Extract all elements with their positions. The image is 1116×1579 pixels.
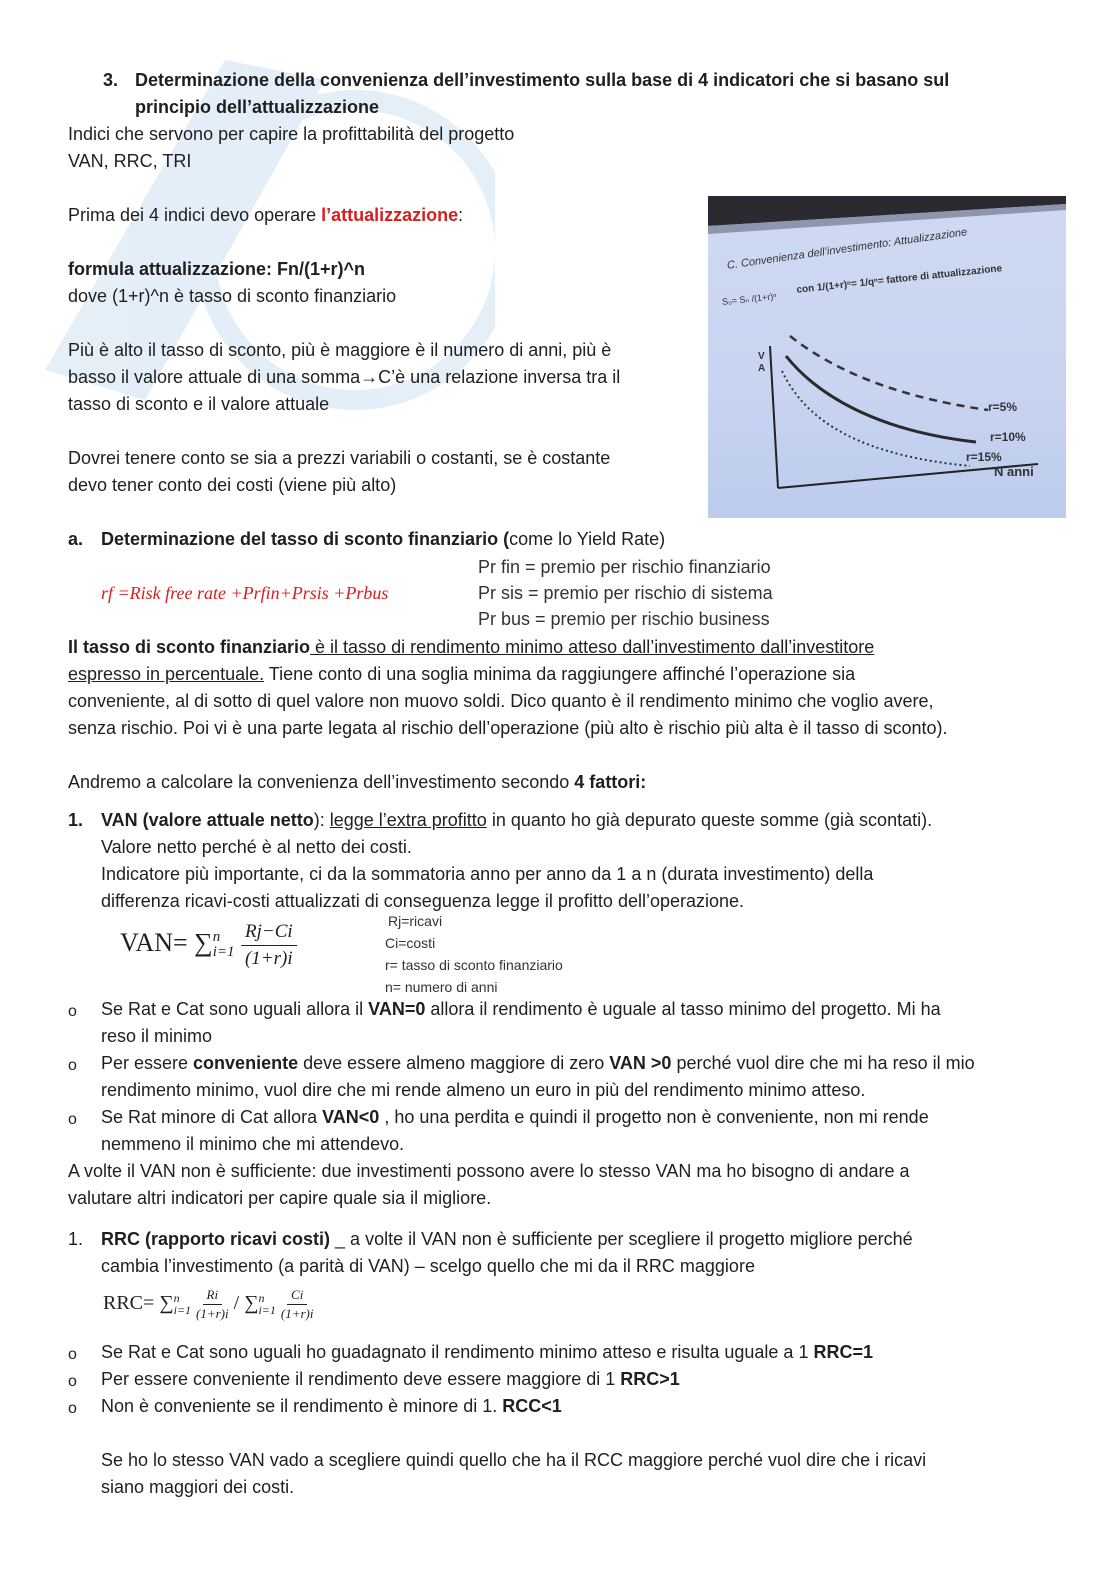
- rrc-bullet1: Se Rat e Cat sono uguali ho guadagnato il rendimento minimo atteso e risulta uguale a 1 RRC=1: [101, 1342, 873, 1362]
- section-3-title-line1: Determinazione della convenienza dell’investimento sulla base di 4 indicatori che si basano sul: [135, 70, 950, 90]
- van-after-line1: A volte il VAN non è sufficiente: due investimenti possono avere lo stesso VAN ma ho bisogno di andare a: [68, 1161, 910, 1181]
- van-line2: Valore netto perché è al netto dei costi.: [101, 837, 412, 857]
- slide-curve2-label: r=10%: [990, 430, 1026, 444]
- slide-x-label: N anni: [994, 464, 1034, 479]
- legend-pr-fin: Pr fin = premio per rischio finanziario: [478, 557, 771, 577]
- van-bullet1-line2: reso il minimo: [101, 1026, 213, 1046]
- section-3-number: 3.: [103, 70, 119, 90]
- van-legend-anni: n= numero di anni: [385, 979, 498, 995]
- slide-y-label: V A: [758, 351, 766, 374]
- van-line3: Indicatore più importante, ci da la sommatoria anno per anno da 1 a n (durata investimento) della: [101, 864, 874, 884]
- para2-line2: basso il valore attuale di una somma→C’è una relazione inversa tra il: [68, 367, 621, 387]
- bullet-marker: o: [68, 1346, 77, 1363]
- arrow-icon: →: [360, 367, 379, 387]
- bullet-marker: o: [68, 1111, 77, 1128]
- rrc-bullet2: Per essere conveniente il rendimento deve essere maggiore di 1 RRC>1: [101, 1369, 680, 1389]
- legend-pr-bus: Pr bus = premio per rischio business: [478, 609, 770, 629]
- rrc-bullet3: Non è conveniente se il rendimento è minore di 1. RCC<1: [101, 1396, 562, 1416]
- formula-label: formula attualizzazione: Fn/(1+r)^n: [68, 259, 366, 279]
- slide-formula-right: con 1/(1+r)ⁿ= 1/qⁿ= fattore di attualizzazione: [795, 263, 1003, 296]
- slide-curve1-label: r=5%: [988, 400, 1018, 414]
- bullet-marker: o: [68, 1057, 77, 1074]
- van-bullet2-line2: rendimento minimo, vuol dire che mi rende almeno un euro in più del rendimento minimo atteso.: [101, 1080, 866, 1100]
- para2-line1: Più è alto il tasso di sconto, più è maggiore è il numero di anni, più è: [68, 340, 612, 360]
- rf-formula: rf =Risk free rate +Prfin+Prsis +Prbus: [101, 583, 389, 603]
- van-formula: VAN= ∑ n i=1 $\frac{Rj-Ci}{(1+r)i}$: [120, 918, 297, 972]
- van-legend-ricavi: Rj=ricavi: [388, 913, 443, 929]
- legend-pr-sis: Pr sis = premio per rischio di sistema: [478, 583, 773, 603]
- slide-curve3-label: r=15%: [966, 450, 1002, 464]
- van-bullet3: Se Rat minore di Cat allora VAN<0 , ho una perdita e quindi il progetto non è conveniente, non mi rende: [101, 1107, 929, 1127]
- def-line4: senza rischio. Poi vi è una parte legata al rischio dell’operazione (più alto è rischio più alta è il tasso di sconto).: [68, 718, 948, 738]
- def-line1: Il tasso di sconto finanziario è il tasso di rendimento minimo atteso dall’investimento dall’investitore: [68, 637, 875, 657]
- def-line2: espresso in percentuale. Tiene conto di una soglia minima da raggiungere affinché l’operazione sia: [68, 664, 856, 684]
- van-legend-tasso: r= tasso di sconto finanziario: [385, 957, 563, 973]
- factors-intro: Andremo a calcolare la convenienza dell’investimento secondo 4 fattori:: [68, 772, 647, 792]
- van-after-line2: valutare altri indicatori per capire quale sia il migliore.: [68, 1188, 492, 1208]
- van-bullet3-line2: nemmeno il minimo che mi attendevo.: [101, 1134, 405, 1154]
- para3-line2: devo tener conto dei costi (viene più alto): [68, 475, 397, 495]
- rrc-formula: RRC= ∑ n i=1 $\frac{Ri}{(1+r)i}$ / ∑ n i=1 $\frac{Ci}{(1+r)i}$: [103, 1286, 314, 1321]
- intro-line2: VAN, RRC, TRI: [68, 151, 192, 171]
- intro-line3: Prima dei 4 indici devo operare l’attualizzazione:: [68, 205, 464, 225]
- formula-desc: dove (1+r)^n è tasso di sconto finanziario: [68, 286, 397, 306]
- bullet-marker: o: [68, 1373, 77, 1390]
- slide-title: C. Convenienza dell’investimento: Attualizzazione: [726, 226, 968, 272]
- rrc-final-line2: siano maggiori dei costi.: [101, 1477, 295, 1497]
- van-bullet2: Per essere conveniente deve essere almeno maggiore di zero VAN >0 perché vuol dire che mi ha reso il mio: [101, 1053, 975, 1073]
- van-bullet1: Se Rat e Cat sono uguali allora il VAN=0 allora il rendimento è uguale al tasso minimo del progetto. Mi ha: [101, 999, 941, 1019]
- section-3-title-line2: principio dell’attualizzazione: [135, 97, 380, 117]
- van-number: 1.: [68, 810, 84, 830]
- intro-line1: Indici che servono per capire la profittabilità del progetto: [68, 124, 515, 144]
- bullet-marker: o: [68, 1003, 77, 1020]
- van-line4: differenza ricavi-costi attualizzati di conseguenza legge il profitto dell’operazione.: [101, 891, 745, 911]
- section-a-title: Determinazione del tasso di sconto finanziario (come lo Yield Rate): [101, 529, 666, 549]
- slide-formula-left: S₀= Sₙ /(1+r)ⁿ: [721, 291, 777, 307]
- def-line3: conveniente, al di sotto di quel valore non muovo soldi. Dico quanto è il rendimento minimo che voglio avere,: [68, 691, 934, 711]
- rrc-final-line1: Se ho lo stesso VAN vado a scegliere quindi quello che ha il RCC maggiore perché vuol dire che i ricavi: [101, 1450, 927, 1470]
- rrc-number: 1.: [68, 1229, 84, 1249]
- bullet-marker: o: [68, 1400, 77, 1417]
- para3-line1: Dovrei tenere conto se sia a prezzi variabili o costanti, se è costante: [68, 448, 611, 468]
- rrc-title: RRC (rapporto ricavi costi) _ a volte il VAN non è sufficiente per scegliere il progetto migliore perché: [101, 1229, 913, 1249]
- para2-line3: tasso di sconto e il valore attuale: [68, 394, 330, 414]
- section-a-letter: a.: [68, 529, 84, 549]
- van-title: VAN (valore attuale netto): legge l’extra profitto in quanto ho già depurato queste somme (già scontati).: [101, 810, 933, 830]
- van-legend-costi: Ci=costi: [385, 935, 436, 951]
- rrc-line2: cambia l’investimento (a parità di VAN) – scelgo quello che mi da il RRC maggiore: [101, 1256, 755, 1276]
- slide-photo: [708, 196, 1066, 518]
